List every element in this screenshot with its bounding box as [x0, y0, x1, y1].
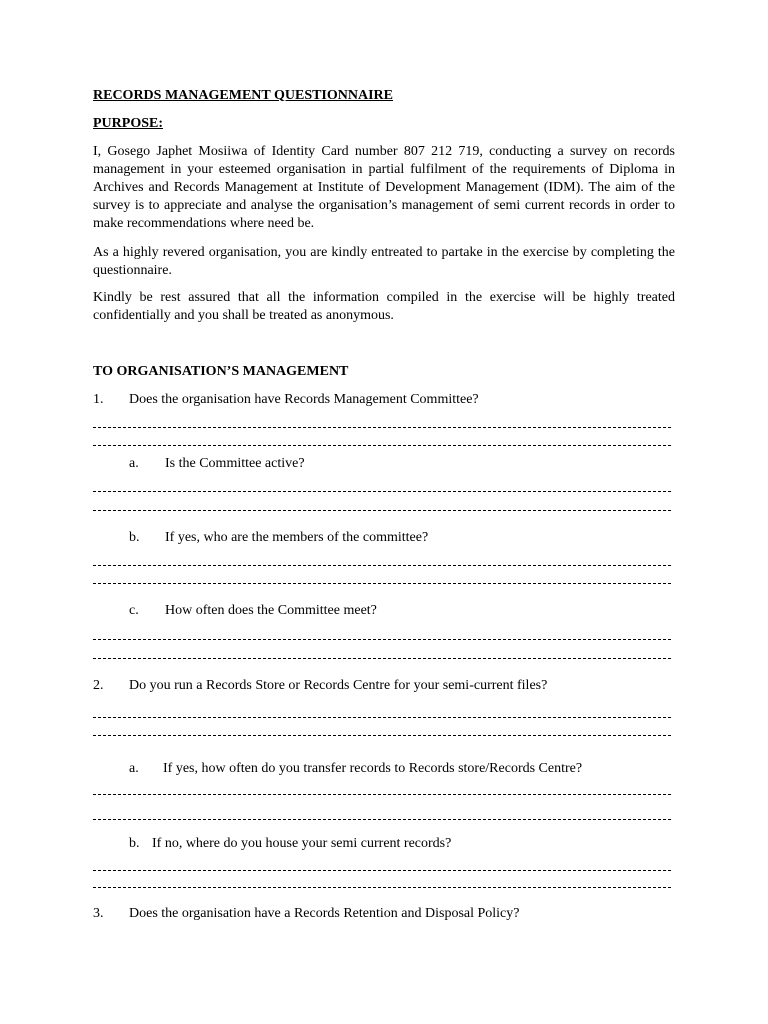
answer-line[interactable]	[93, 427, 671, 428]
answer-line[interactable]	[93, 639, 671, 640]
question-text: Does the organisation have a Records Retention and Disposal Policy?	[129, 906, 520, 921]
answer-line[interactable]	[93, 819, 671, 820]
purpose-paragraph-1: I, Gosego Japhet Mosiiwa of Identity Card number 807 212 719, conducting a survey on records management in your esteemed organisation in partial fulfilment of the requirements of Diploma in Archives and Records Management at Institute of Development Management (IDM). The aim of the survey is to appreciate and analyse the organisation’s management of semi current records in order to make recommendations where need be.	[93, 144, 675, 231]
question-text: Do you run a Records Store or Records Centre for your semi-current files?	[129, 678, 548, 693]
question-text: If yes, who are the members of the committee?	[165, 530, 429, 545]
question-number: c.	[129, 603, 139, 618]
answer-line[interactable]	[93, 717, 671, 718]
purpose-heading: PURPOSE:	[93, 116, 163, 131]
purpose-paragraph-2: As a highly revered organisation, you are kindly entreated to partake in the exercise by completing the questionnaire.	[93, 245, 675, 278]
answer-line[interactable]	[93, 658, 671, 659]
question-text: How often does the Committee meet?	[165, 603, 377, 618]
question-text: Is the Committee active?	[165, 456, 305, 471]
question-number: 2.	[93, 678, 104, 693]
question-number: b.	[129, 530, 140, 545]
document-title: RECORDS MANAGEMENT QUESTIONNAIRE	[93, 88, 394, 103]
answer-line[interactable]	[93, 510, 671, 511]
answer-line[interactable]	[93, 870, 671, 871]
questionnaire-page	[93, 0, 675, 1024]
answer-line[interactable]	[93, 735, 671, 736]
question-number: b.	[129, 836, 140, 851]
question-number: 1.	[93, 392, 104, 407]
question-text: If no, where do you house your semi current records?	[152, 836, 452, 851]
answer-line[interactable]	[93, 794, 671, 795]
question-number: a.	[129, 761, 139, 776]
section-heading: TO ORGANISATION’S MANAGEMENT	[93, 364, 349, 379]
question-number: 3.	[93, 906, 104, 921]
answer-line[interactable]	[93, 445, 671, 446]
answer-line[interactable]	[93, 887, 671, 888]
purpose-paragraph-3: Kindly be rest assured that all the information compiled in the exercise will be highly treated confidentially and you shall be treated as anonymous.	[93, 290, 675, 323]
answer-line[interactable]	[93, 491, 671, 492]
question-text: Does the organisation have Records Management Committee?	[129, 392, 479, 407]
answer-line[interactable]	[93, 565, 671, 566]
question-number: a.	[129, 456, 139, 471]
question-text: If yes, how often do you transfer records to Records store/Records Centre?	[163, 761, 583, 776]
answer-line[interactable]	[93, 583, 671, 584]
